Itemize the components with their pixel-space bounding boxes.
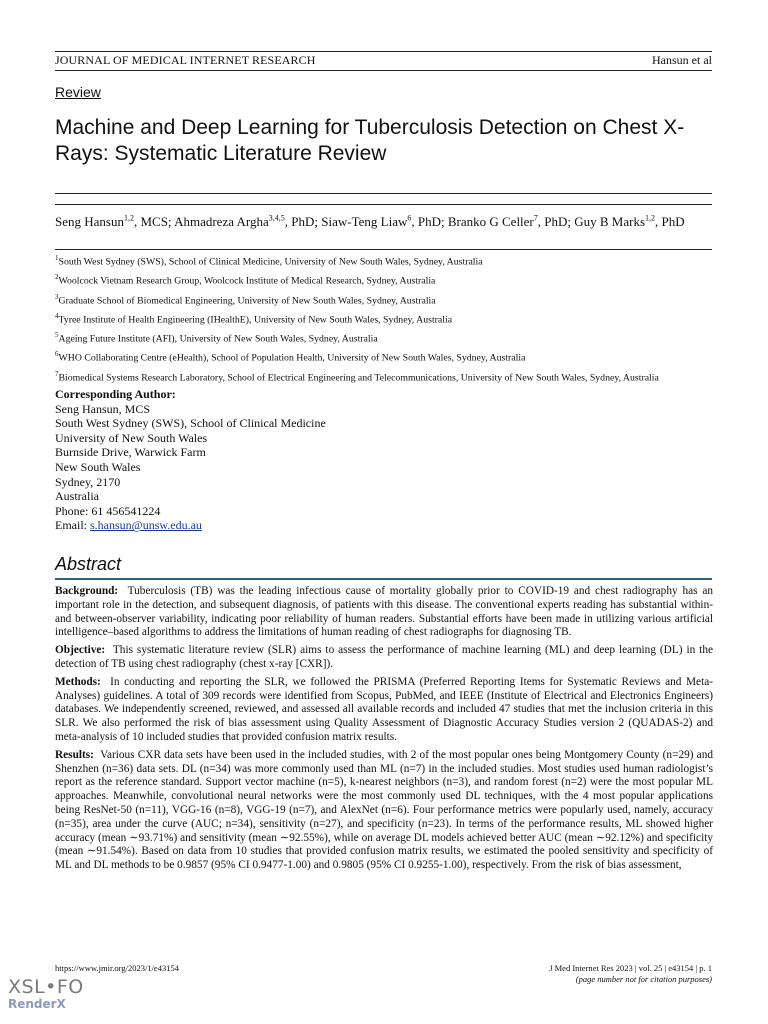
abstract-rule bbox=[55, 578, 712, 580]
corresponding-line: Australia bbox=[55, 489, 99, 504]
abstract-section-results: Results: Various CXR data sets have been used in the included studies, with 2 of the most popular ones being Montgomery County (n=29) and Shenzhen (n=36) data sets. DL (n=34) was more commonly used than ML (n=7) in the included studies. Most studies used human radiologist’s report as the reference standard. Support vector machine (n=5), k-nearest neighbors (n=3), and random forest (n=2) were the most popular ML approaches. Meanwhile, convolutional neural networks were the most commonly used DL techniques, with the 4 most popular applications being ResNet-50 (n=11), VGG-16 (n=8), VGG-19 (n=7), and AlexNet (n=6). Four performance metrics were popularly used, namely, accuracy (n=35), area under the curve (AUC; n=34), sensitivity (n=27), and specificity (n=23). In terms of the performance results, ML showed higher accuracy (mean ∼93.71%) and sensitivity (mean ∼92.55%), while on average DL models achieved better AUC (mean ∼92.12%) and specificity (mean ∼91.54%). Based on data from 10 studies that provided confusion matrix results, we estimated the pooled sensitivity and specificity of ML and DL methods to be 0.9857 (95% CI 0.9477-1.00) and 0.9805 (95% CI 0.9255-1.00), respectively. From the risk of bias assessment, bbox=[55, 748, 713, 872]
corresponding-line: Phone: 61 456541224 bbox=[55, 503, 161, 518]
corresponding-line: Seng Hansun, MCS bbox=[55, 401, 151, 416]
affiliation: $^6$WHO Collaborating Centre (eHealth), School of Population Health, University of New South Wales, Sydney, Australia bbox=[55, 350, 526, 364]
abstract-body bbox=[55, 585, 713, 877]
affiliation: $^2$Woolcock Vietnam Research Group, Woolcock Institute of Medical Research, Sydney, Australia bbox=[55, 273, 436, 287]
author: Ahmadreza Argha$^{3,4,5}$, PhD; bbox=[174, 214, 322, 230]
journal-name: JOURNAL OF MEDICAL INTERNET RESEARCH bbox=[55, 53, 316, 67]
corresponding-line: South West Sydney (SWS), School of Clinical Medicine bbox=[55, 416, 326, 431]
affiliation: $^4$Tyree Institute of Health Engineering (IHealthE), University of New South Wales, Sydney, Australia bbox=[55, 311, 453, 326]
corresponding-author-label: Corresponding Author: bbox=[55, 387, 176, 401]
email-link[interactable]: s.hansun@unsw.edu.au bbox=[90, 518, 202, 533]
article-type: Review bbox=[55, 84, 101, 100]
footer-citation: J Med Internet Res 2023 | vol. 25 | e43154 | p. 1 (page number not for citation purposes) bbox=[549, 963, 712, 984]
author: Siaw-Teng Liaw$^6$, PhD; bbox=[321, 214, 448, 230]
corresponding-line: Sydney, 2170 bbox=[55, 474, 121, 489]
affiliation: $^5$Ageing Future Institute (AFI), University of New South Wales, Sydney, Australia bbox=[55, 331, 378, 345]
abstract-section-background: Background: Tuberculosis (TB) was the leading infectious cause of mortality globally prior to COVID-19 and chest radiography has an important role in the detection, and subsequent diagnosis, of patients with this disease. The conventional experts reading has substantial within- and between-observer variability, indicating poor reliability of human readers. Substantial efforts have been made in utilizing various artificial intelligence–based algorithms to address the limitations of human reading of chest radiographs for diagnosing TB. bbox=[55, 585, 713, 639]
title-rule-bottom bbox=[55, 204, 712, 205]
footer-url: https://www.jmir.org/2023/1/e43154 bbox=[55, 963, 179, 973]
email-line: Email: s.hansun@unsw.edu.au bbox=[55, 518, 202, 533]
affiliation: $^3$Graduate School of Biomedical Engineering, University of New South Wales, Sydney, Australia bbox=[55, 292, 436, 306]
author: Guy B Marks$^{1,2}$, PhD bbox=[574, 214, 685, 230]
corresponding-author bbox=[55, 387, 326, 533]
footer-note: (page number not for citation purposes) bbox=[575, 974, 712, 984]
author: Seng Hansun$^{1,2}$, MCS; bbox=[55, 214, 175, 230]
affiliation-list bbox=[55, 252, 715, 387]
running-author: Hansun et al bbox=[652, 53, 712, 67]
corresponding-line: University of New South Wales bbox=[55, 430, 208, 445]
page-title: Machine and Deep Learning for Tuberculosis Detection on Chest X-Rays: Systematic Literature Review bbox=[55, 116, 685, 165]
abstract-heading: Abstract bbox=[55, 554, 122, 574]
abstract-section-objective: Objective: This systematic literature review (SLR) aims to assess the performance of machine learning (ML) and deep learning (DL) in the detection of TB using chest radiography (chest x-ray [CXR]). bbox=[55, 644, 713, 670]
header-rule-bottom bbox=[55, 70, 712, 71]
corresponding-line: New South Wales bbox=[55, 459, 141, 474]
authors-rule bbox=[55, 249, 712, 250]
affiliation: $^7$Biomedical Systems Research Laboratory, School of Electrical Engineering and Telecommunications, University of New South Wales, Sydney, Australia bbox=[55, 369, 659, 383]
affiliation: $^1$South West Sydney (SWS), School of Clinical Medicine, University of New South Wales, Sydney, Australia bbox=[55, 254, 483, 268]
author: Branko G Celler$^7$, PhD; bbox=[447, 214, 575, 230]
abstract-section-methods: Methods: In conducting and reporting the SLR, we followed the PRISMA (Preferred Reporting Items for Systematic Reviews and Meta-Analyses) guidelines. A total of 309 records were identified from Scopus, PubMed, and IEEE (Institute of Electrical and Electronics Engineers) databases. We independently screened, reviewed, and assessed all available records and included 47 studies that met the inclusion criteria in this SLR. We also performed the risk of bias assessment using Quality Assessment of Diagnostic Accuracy Studies version 2 (QUADAS-2) and meta-analysis of 10 included studies that provided confusion matrix results. bbox=[55, 675, 713, 743]
header-rule-top bbox=[55, 51, 712, 52]
xslfo-renderx-logo: XSL•FO RenderX bbox=[8, 976, 84, 1011]
title-rule-top bbox=[55, 193, 712, 194]
author-list bbox=[55, 211, 715, 230]
corresponding-line: Burnside Drive, Warwick Farm bbox=[55, 445, 206, 460]
